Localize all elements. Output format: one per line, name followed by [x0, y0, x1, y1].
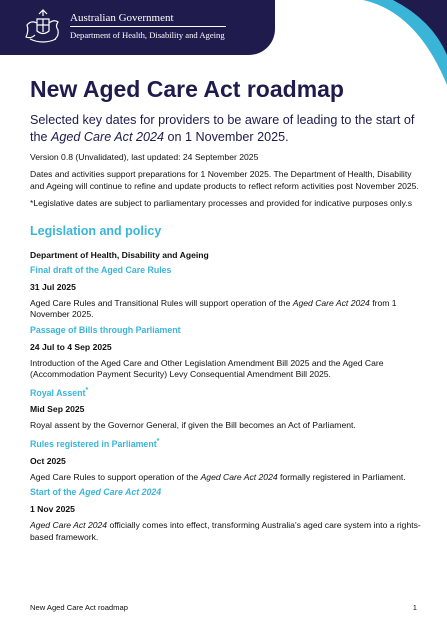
coat-of-arms-icon — [22, 7, 64, 47]
government-name: Australian Government — [70, 12, 174, 24]
roadmap-item-rules-registered — [30, 435, 422, 483]
roadmap-item-final-draft-rules — [30, 264, 422, 321]
header-divider — [70, 26, 226, 27]
preparation-note: Dates and activities support preparations for 1 November 2025. The Department of Health, Disability and Ageing will continue to refine and update products to reflect reform activities post November 2025. — [30, 169, 419, 191]
roadmap-item-act-start — [30, 486, 422, 543]
document-content — [30, 76, 422, 543]
government-header — [0, 0, 275, 55]
item-date: 1 Nov 2025 — [30, 504, 75, 515]
item-description: Aged Care Rules and Transitional Rules will support operation of the Aged Care Act 2024 from 1 November 2025. — [30, 297, 397, 319]
item-date: Oct 2025 — [30, 455, 66, 466]
item-title: Passage of Bills through Parliament — [30, 324, 181, 335]
department-name: Department of Health, Disability and Ageing — [70, 30, 225, 40]
roadmap-item-royal-assent — [30, 384, 422, 432]
item-title: Rules registered in Parliament* — [30, 435, 160, 449]
page-title: New Aged Care Act roadmap — [30, 76, 344, 102]
page-number: 1 — [412, 603, 417, 612]
item-title: Royal Assent* — [30, 384, 89, 398]
item-description: Aged Care Rules to support operation of the Aged Care Act 2024 formally registered in Parliament. — [30, 471, 406, 482]
item-description: Introduction of the Aged Care and Other Legislation Amendment Bill 2025 and the Aged Care (Accommodation Payment Security) Levy Consequential Amendment Bill 2025. — [30, 357, 384, 379]
item-date: Mid Sep 2025 — [30, 404, 85, 415]
section-heading: Legislation and policy — [30, 223, 162, 238]
item-date: 31 Jul 2025 — [30, 281, 76, 292]
roadmap-item-passage-of-bills — [30, 324, 422, 381]
item-title: Start of the Aged Care Act 2024 — [30, 487, 162, 498]
item-date: 24 Jul to 4 Sep 2025 — [30, 341, 112, 352]
footer-title: New Aged Care Act roadmap — [30, 603, 128, 612]
item-title: Final draft of the Aged Care Rules — [30, 264, 172, 275]
legislative-disclaimer: *Legislative dates are subject to parliamentary processes and provided for indicative purposes only.s — [30, 198, 412, 208]
section-department: Department of Health, Disability and Ageing — [30, 249, 209, 260]
version-info: Version 0.8 (Unvalidated), last updated: 24 September 2025 — [30, 152, 259, 162]
item-description: Aged Care Act 2024 officially comes into effect, transforming Australia's aged care system into a rights-based framework. — [30, 520, 421, 542]
item-description: Royal assent by the Governor General, if given the Bill becomes an Act of Parliament. — [30, 420, 356, 431]
intro-text: Selected key dates for providers to be aware of leading to the start of the Aged Care Act 2024 on 1 November 2025. — [30, 113, 415, 144]
